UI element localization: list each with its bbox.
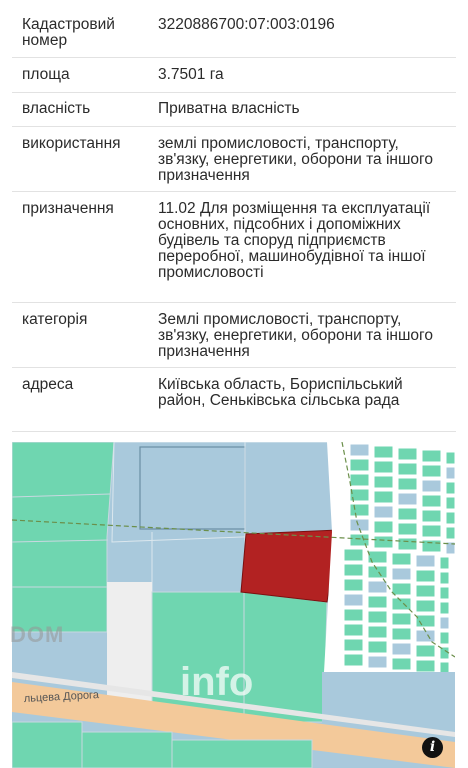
residential-plot[interactable] — [398, 493, 417, 505]
residential-plot[interactable] — [368, 626, 387, 638]
residential-plot[interactable] — [392, 598, 411, 610]
residential-plot[interactable] — [344, 609, 363, 621]
residential-plot[interactable] — [440, 587, 449, 599]
residential-plot[interactable] — [440, 602, 449, 614]
residential-plot[interactable] — [350, 474, 369, 486]
residential-plot[interactable] — [422, 540, 441, 552]
residential-plot[interactable] — [344, 579, 363, 591]
label-cadastral-number: Кадастровий номер — [22, 16, 115, 49]
row-area — [12, 58, 456, 93]
row-usage — [12, 127, 456, 192]
residential-plot[interactable] — [440, 557, 449, 569]
residential-plot[interactable] — [392, 658, 411, 670]
residential-plot[interactable] — [446, 467, 455, 479]
residential-plot[interactable] — [446, 452, 455, 464]
label-usage: використання — [22, 135, 121, 152]
value-category: Землі промисловості, транспорту, зв'язку, енергетики, оборони та іншого призначення — [158, 311, 433, 360]
residential-plot[interactable] — [350, 444, 369, 456]
residential-plot[interactable] — [350, 459, 369, 471]
residential-plot[interactable] — [422, 480, 441, 492]
residential-plot[interactable] — [392, 583, 411, 595]
label-address: адреса — [22, 376, 74, 393]
residential-plot[interactable] — [398, 478, 417, 490]
residential-plot[interactable] — [422, 450, 441, 462]
residential-plot[interactable] — [368, 596, 387, 608]
residential-plot[interactable] — [422, 495, 441, 507]
selected-parcel[interactable] — [241, 530, 338, 602]
residential-plot[interactable] — [416, 600, 435, 612]
value-usage: землі промисловості, транспорту, зв'язку, енергетики, оборони та іншого призначення — [158, 135, 433, 184]
residential-plot[interactable] — [392, 643, 411, 655]
residential-plot[interactable] — [374, 461, 393, 473]
value-ownership: Приватна власність — [158, 100, 300, 117]
value-address: Київська область, Бориспільський район, Сеньківська сільська рада — [158, 376, 403, 409]
residential-plot[interactable] — [416, 660, 435, 672]
residential-plot[interactable] — [350, 504, 369, 516]
residential-plot[interactable] — [416, 615, 435, 627]
residential-plot[interactable] — [368, 581, 387, 593]
value-purpose: 11.02 Для розміщення та експлуатації основних, підсобних і допоміжних будівель та споруд підприємств переробної, машинобудівної та іншої промисловості — [158, 200, 431, 281]
residential-plot[interactable] — [440, 572, 449, 584]
row-ownership — [12, 93, 456, 127]
residential-plot[interactable] — [368, 566, 387, 578]
residential-plot[interactable] — [446, 527, 455, 539]
residential-plot[interactable] — [344, 549, 363, 561]
residential-plot[interactable] — [446, 482, 455, 494]
parcel-info-table — [12, 0, 456, 432]
residential-plot[interactable] — [344, 564, 363, 576]
residential-plot[interactable] — [374, 521, 393, 533]
residential-plot[interactable] — [398, 538, 417, 550]
watermark-info: info — [180, 660, 254, 704]
residential-plot[interactable] — [374, 476, 393, 488]
residential-plot[interactable] — [392, 553, 411, 565]
label-area: площа — [22, 66, 70, 83]
residential-plot[interactable] — [374, 491, 393, 503]
label-purpose: призначення — [22, 200, 114, 217]
map-road-label: льцева Дорога — [23, 689, 100, 705]
value-cadastral-number[interactable]: 3220886700:07:003:0196 — [158, 16, 335, 33]
residential-plot[interactable] — [398, 448, 417, 460]
residential-plot[interactable] — [422, 510, 441, 522]
residential-plot[interactable] — [368, 656, 387, 668]
residential-plot[interactable] — [344, 639, 363, 651]
residential-plot[interactable] — [422, 465, 441, 477]
residential-plot[interactable] — [416, 555, 435, 567]
residential-plot[interactable] — [392, 568, 411, 580]
residential-plot[interactable] — [344, 594, 363, 606]
residential-plot[interactable] — [416, 570, 435, 582]
residential-plot[interactable] — [440, 632, 449, 644]
residential-plot[interactable] — [392, 613, 411, 625]
map-parcel-green-left[interactable] — [12, 442, 114, 632]
cadastral-map[interactable] — [12, 442, 455, 768]
residential-plot[interactable] — [374, 506, 393, 518]
residential-plot[interactable] — [350, 534, 369, 546]
residential-plot[interactable] — [368, 641, 387, 653]
watermark-dom: DOM — [10, 622, 65, 647]
residential-plot[interactable] — [440, 617, 449, 629]
residential-plot[interactable] — [416, 645, 435, 657]
residential-plot[interactable] — [368, 611, 387, 623]
residential-plot[interactable] — [422, 525, 441, 537]
residential-plot[interactable] — [392, 628, 411, 640]
label-ownership: власність — [22, 100, 91, 117]
label-category: категорія — [22, 311, 88, 328]
map-canvas[interactable] — [12, 442, 455, 768]
residential-plot[interactable] — [344, 654, 363, 666]
row-category — [12, 303, 456, 368]
residential-plot[interactable] — [374, 446, 393, 458]
row-address — [12, 368, 456, 432]
map-info-button[interactable]: i — [422, 737, 443, 758]
residential-plot[interactable] — [344, 624, 363, 636]
residential-plot[interactable] — [446, 512, 455, 524]
residential-plot[interactable] — [374, 536, 393, 548]
residential-plot[interactable] — [368, 551, 387, 563]
row-purpose — [12, 192, 456, 303]
map-parcel-green-right[interactable] — [244, 592, 327, 722]
residential-plot[interactable] — [446, 497, 455, 509]
residential-plot[interactable] — [398, 523, 417, 535]
value-area: 3.7501 га — [158, 66, 224, 83]
residential-plot[interactable] — [416, 585, 435, 597]
residential-plot[interactable] — [398, 508, 417, 520]
residential-plot[interactable] — [398, 463, 417, 475]
row-cadastral-number — [12, 0, 456, 58]
